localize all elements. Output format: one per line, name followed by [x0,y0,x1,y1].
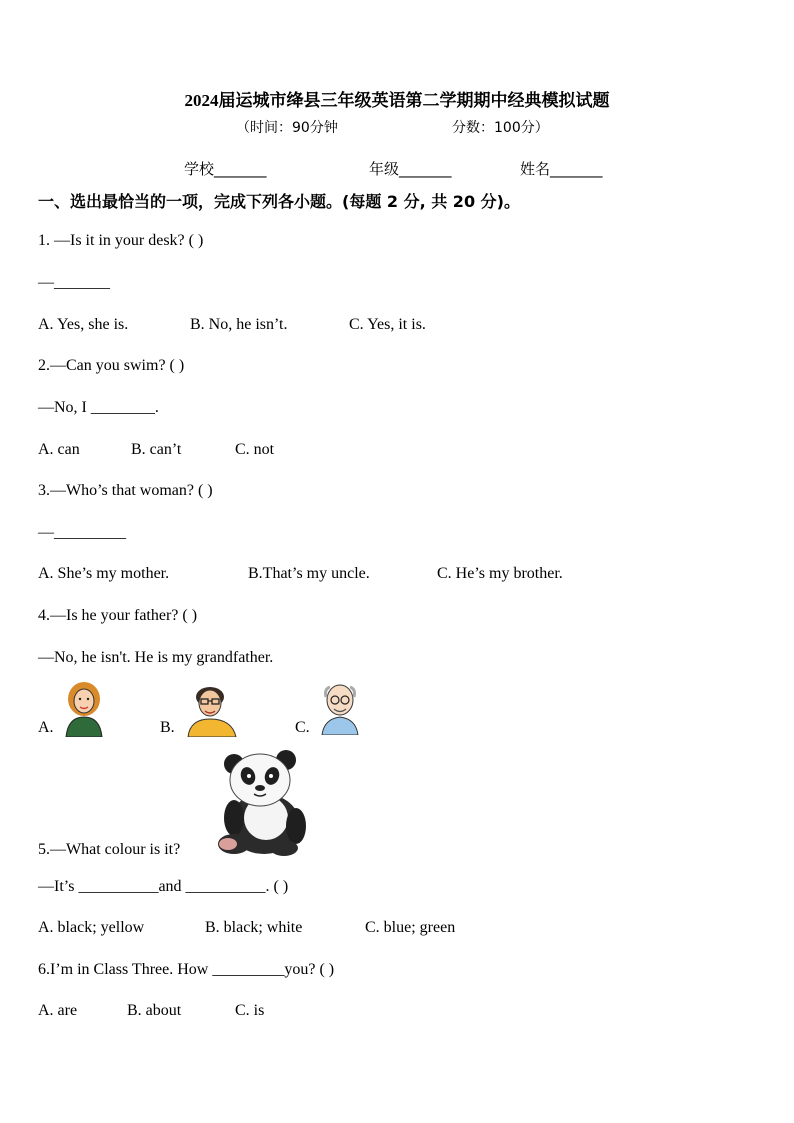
option-c[interactable]: C. not [235,441,275,458]
woman-icon[interactable] [62,679,106,737]
question-stem: 4.—Is he your father? ( ) [38,607,198,624]
option-a[interactable]: A. She’s my mother. [38,565,170,582]
option-c[interactable]: C. blue; green [365,919,456,936]
option-c[interactable]: C. is [235,1002,265,1019]
option-a[interactable]: A. can [38,441,80,458]
answer-line: —It’s __________and __________. ( ) [38,878,289,895]
option-a[interactable]: A. black; yellow [38,919,145,936]
option-b[interactable]: B. No, he isn’t. [190,316,288,333]
option-c[interactable]: C. He’s my brother. [437,565,563,582]
page-title: 2024届运城市绛县三年级英语第二学期期中经典模拟试题 [184,91,610,110]
school-field[interactable]: 学校_______ [184,160,267,178]
panda-icon [212,746,308,858]
answer-line: —No, he isn't. He is my grandfather. [38,649,274,666]
option-b[interactable]: B. black; white [205,919,303,936]
question-stem: 6.I’m in Class Three. How _________you? ( ) [38,961,335,978]
option-b[interactable]: B. about [127,1002,182,1019]
answer-line: —_______ [38,274,110,291]
option-b[interactable]: B.That’s my uncle. [248,565,370,582]
option-a[interactable]: A. are [38,1002,78,1019]
answer-line: —No, I ________. [38,399,159,416]
option-b[interactable]: B. can’t [131,441,182,458]
exam-time: （时间：90分钟 [236,120,338,136]
question-stem: 5.—What colour is it? [38,841,181,858]
grade-field[interactable]: 年级_______ [369,160,452,178]
section-heading: 一、选出最恰当的一项，完成下列各小题。(每题 2 分, 共 20 分)。 [38,192,520,211]
option-b[interactable]: B. [160,719,175,736]
answer-line: —_________ [38,524,126,541]
option-a[interactable]: A. Yes, she is. [38,316,129,333]
question-stem: 1. —Is it in your desk? ( ) [38,232,204,249]
question-stem: 2.—Can you swim? ( ) [38,357,185,374]
option-a[interactable]: A. [38,719,54,736]
question-stem: 3.—Who’s that woman? ( ) [38,482,213,499]
man-glasses-icon[interactable] [186,681,238,737]
option-c[interactable]: C. [295,719,310,736]
option-c[interactable]: C. Yes, it is. [349,316,426,333]
exam-score: 分数：100分） [452,120,549,136]
name-field[interactable]: 姓名_______ [520,160,603,178]
grandfather-icon[interactable] [318,681,362,735]
